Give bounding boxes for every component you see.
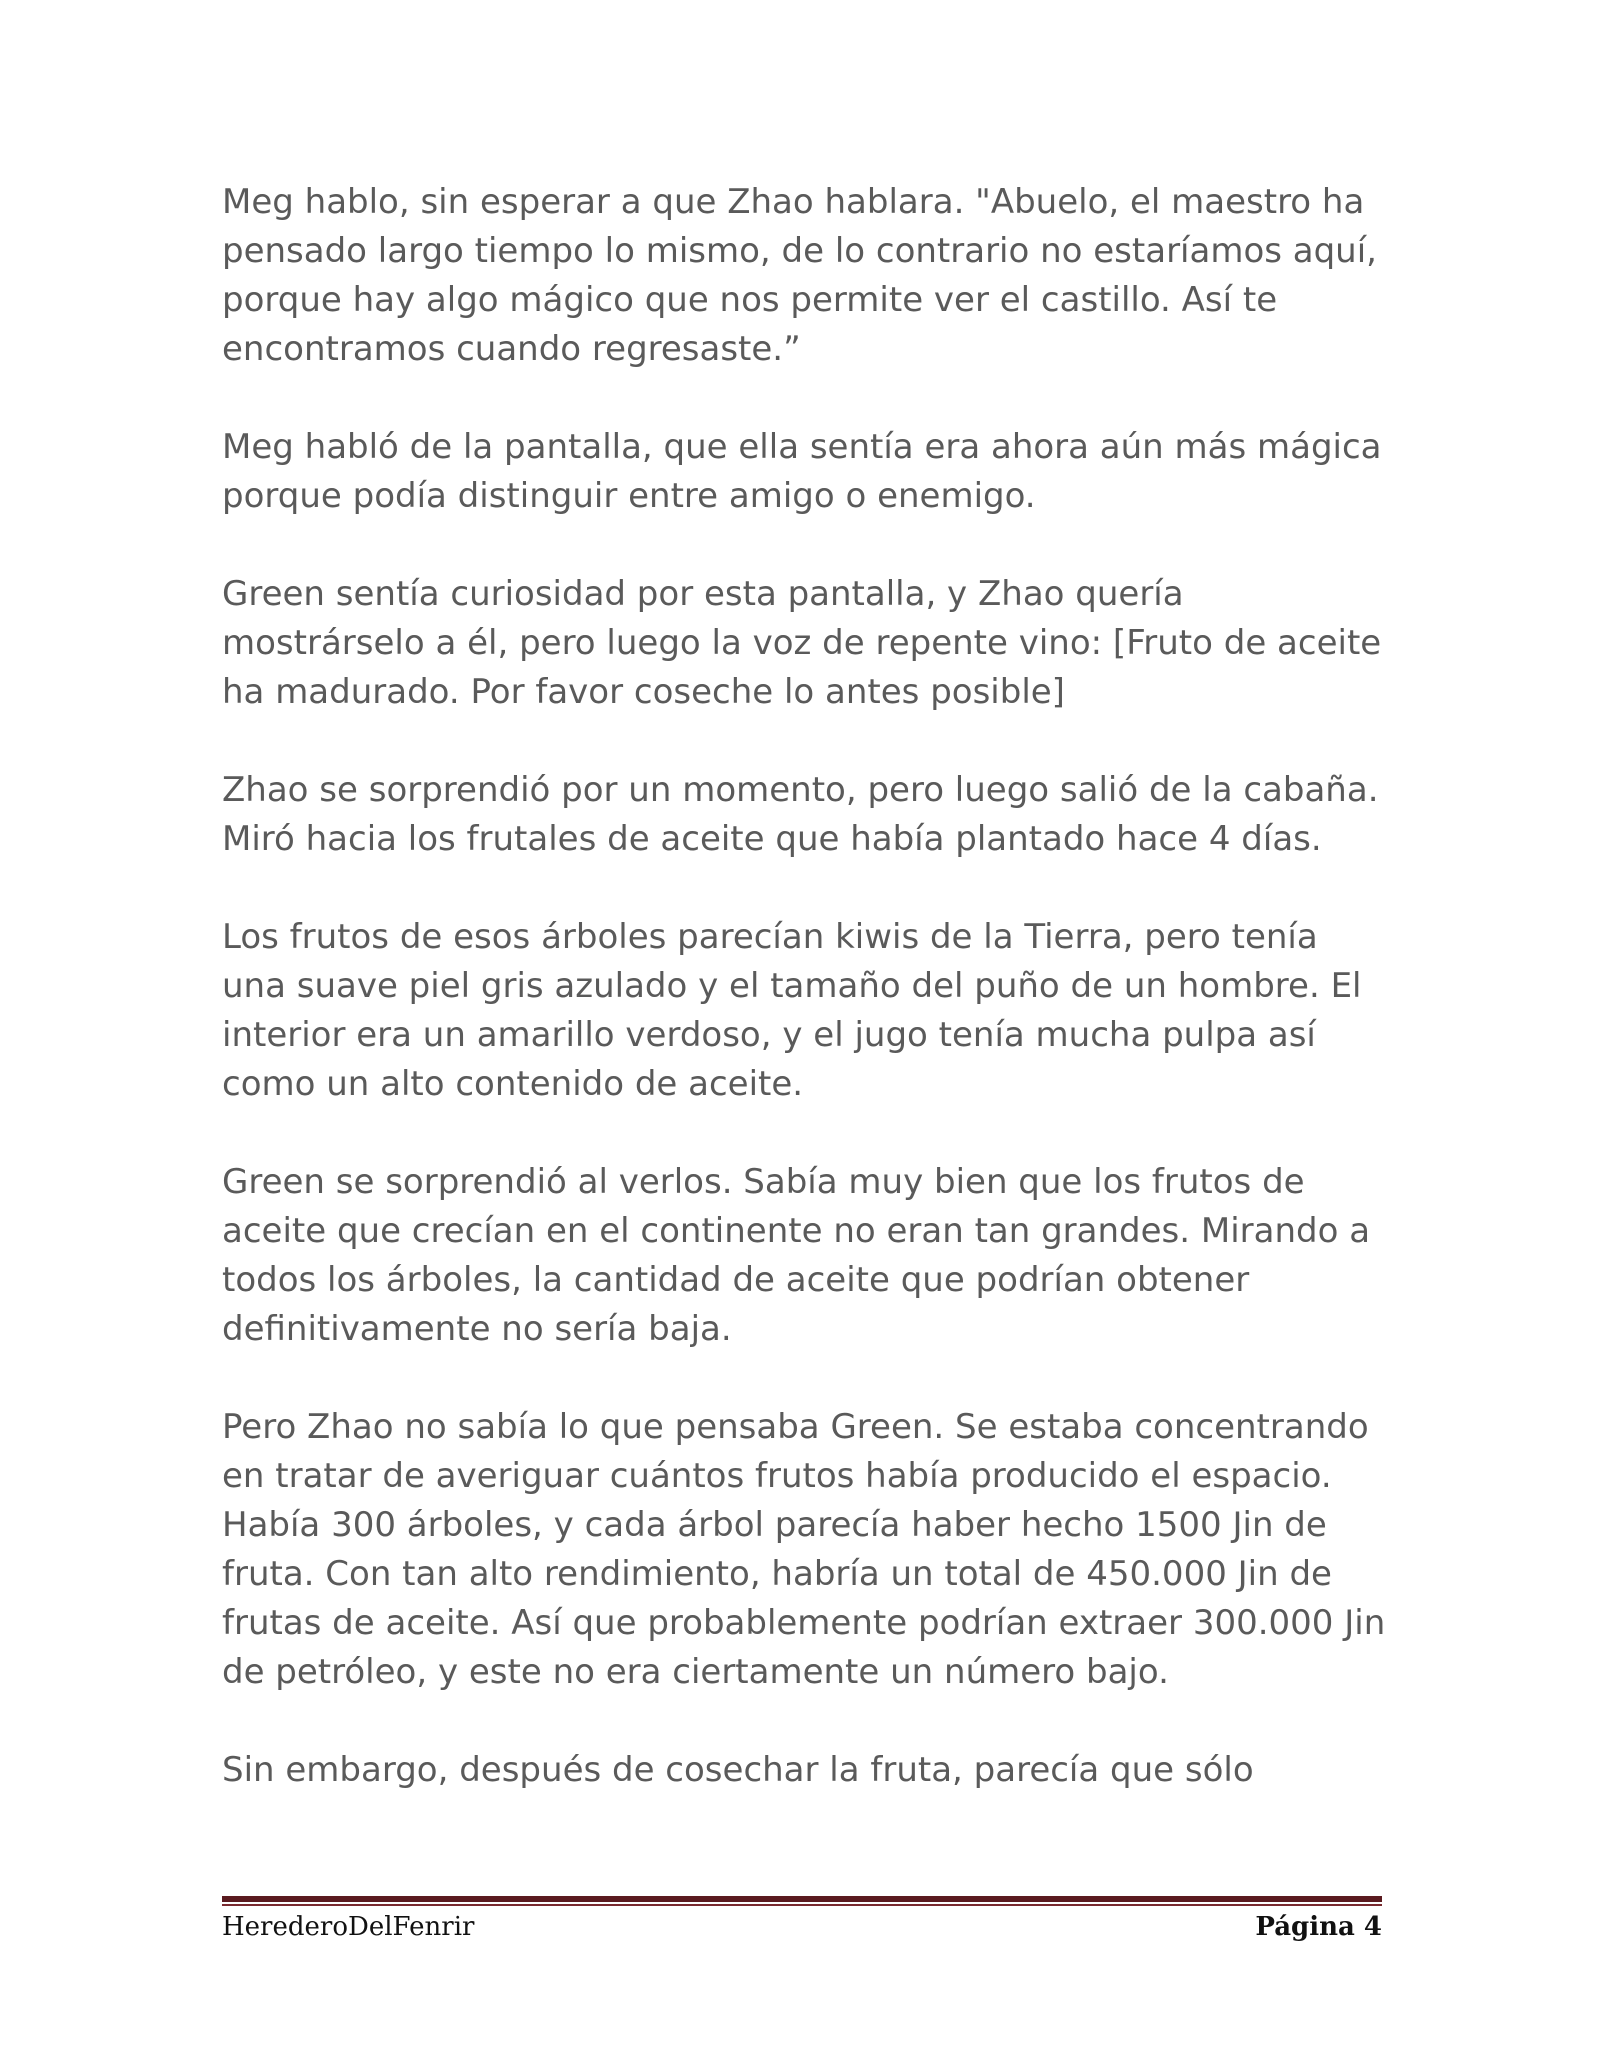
paragraph: Los frutos de esos árboles parecían kiwis de la Tierra, pero tenía una suave piel gris azulado y el tamaño del puño de un hombre. El interior era un amarillo verdoso, y el jugo tenía mucha pulpa así como un alto contenido de aceite. <box>222 917 1362 1104</box>
paragraph: Green sentía curiosidad por esta pantalla, y Zhao quería mostrárselo a él, pero luego la voz de repente vino: [Fruto de aceite ha madurado. Por favor coseche lo antes posible] <box>222 574 1382 712</box>
paragraph: Zhao se sorprendió por un momento, pero luego salió de la cabaña. Miró hacia los frutales de aceite que había plantado hace 4 días. <box>222 770 1379 859</box>
paragraph: Pero Zhao no sabía lo que pensaba Green. Se estaba concentrando en tratar de averiguar cuántos frutos había producido el espacio. Había 300 árboles, y cada árbol parecía haber hecho 1500 Jin de fruta. Con tan alto rendimiento, habría un total de 450.000 Jin de frutas de aceite. Así que probablemente podrían extraer 300.000 Jin de petróleo, y este no era ciertamente un número bajo. <box>222 1407 1386 1692</box>
page-number: Página 4 <box>1255 1912 1382 1942</box>
footer-author: HerederoDelFenrir <box>222 1912 475 1942</box>
footer-divider-thin <box>222 1904 1382 1906</box>
paragraph: Green se sorprendió al verlos. Sabía muy bien que los frutos de aceite que crecían en el continente no eran tan grandes. Mirando a todos los árboles, la cantidad de aceite que podrían obtener definitivamente no sería baja. <box>222 1162 1371 1349</box>
body-text <box>222 178 1392 1844</box>
paragraph: Meg habló de la pantalla, que ella sentía era ahora aún más mágica porque podía distinguir entre amigo o enemigo. <box>222 427 1382 516</box>
page-footer <box>222 1912 1382 1942</box>
paragraph: Meg hablo, sin esperar a que Zhao hablara. "Abuelo, el maestro ha pensado largo tiempo lo mismo, de lo contrario no estaríamos aquí, porque hay algo mágico que nos permite ver el castillo. Así te encontramos cuando regresaste.” <box>222 182 1377 369</box>
footer-divider <box>222 1896 1382 1902</box>
paragraph: Sin embargo, después de cosechar la fruta, parecía que sólo <box>222 1750 1254 1790</box>
